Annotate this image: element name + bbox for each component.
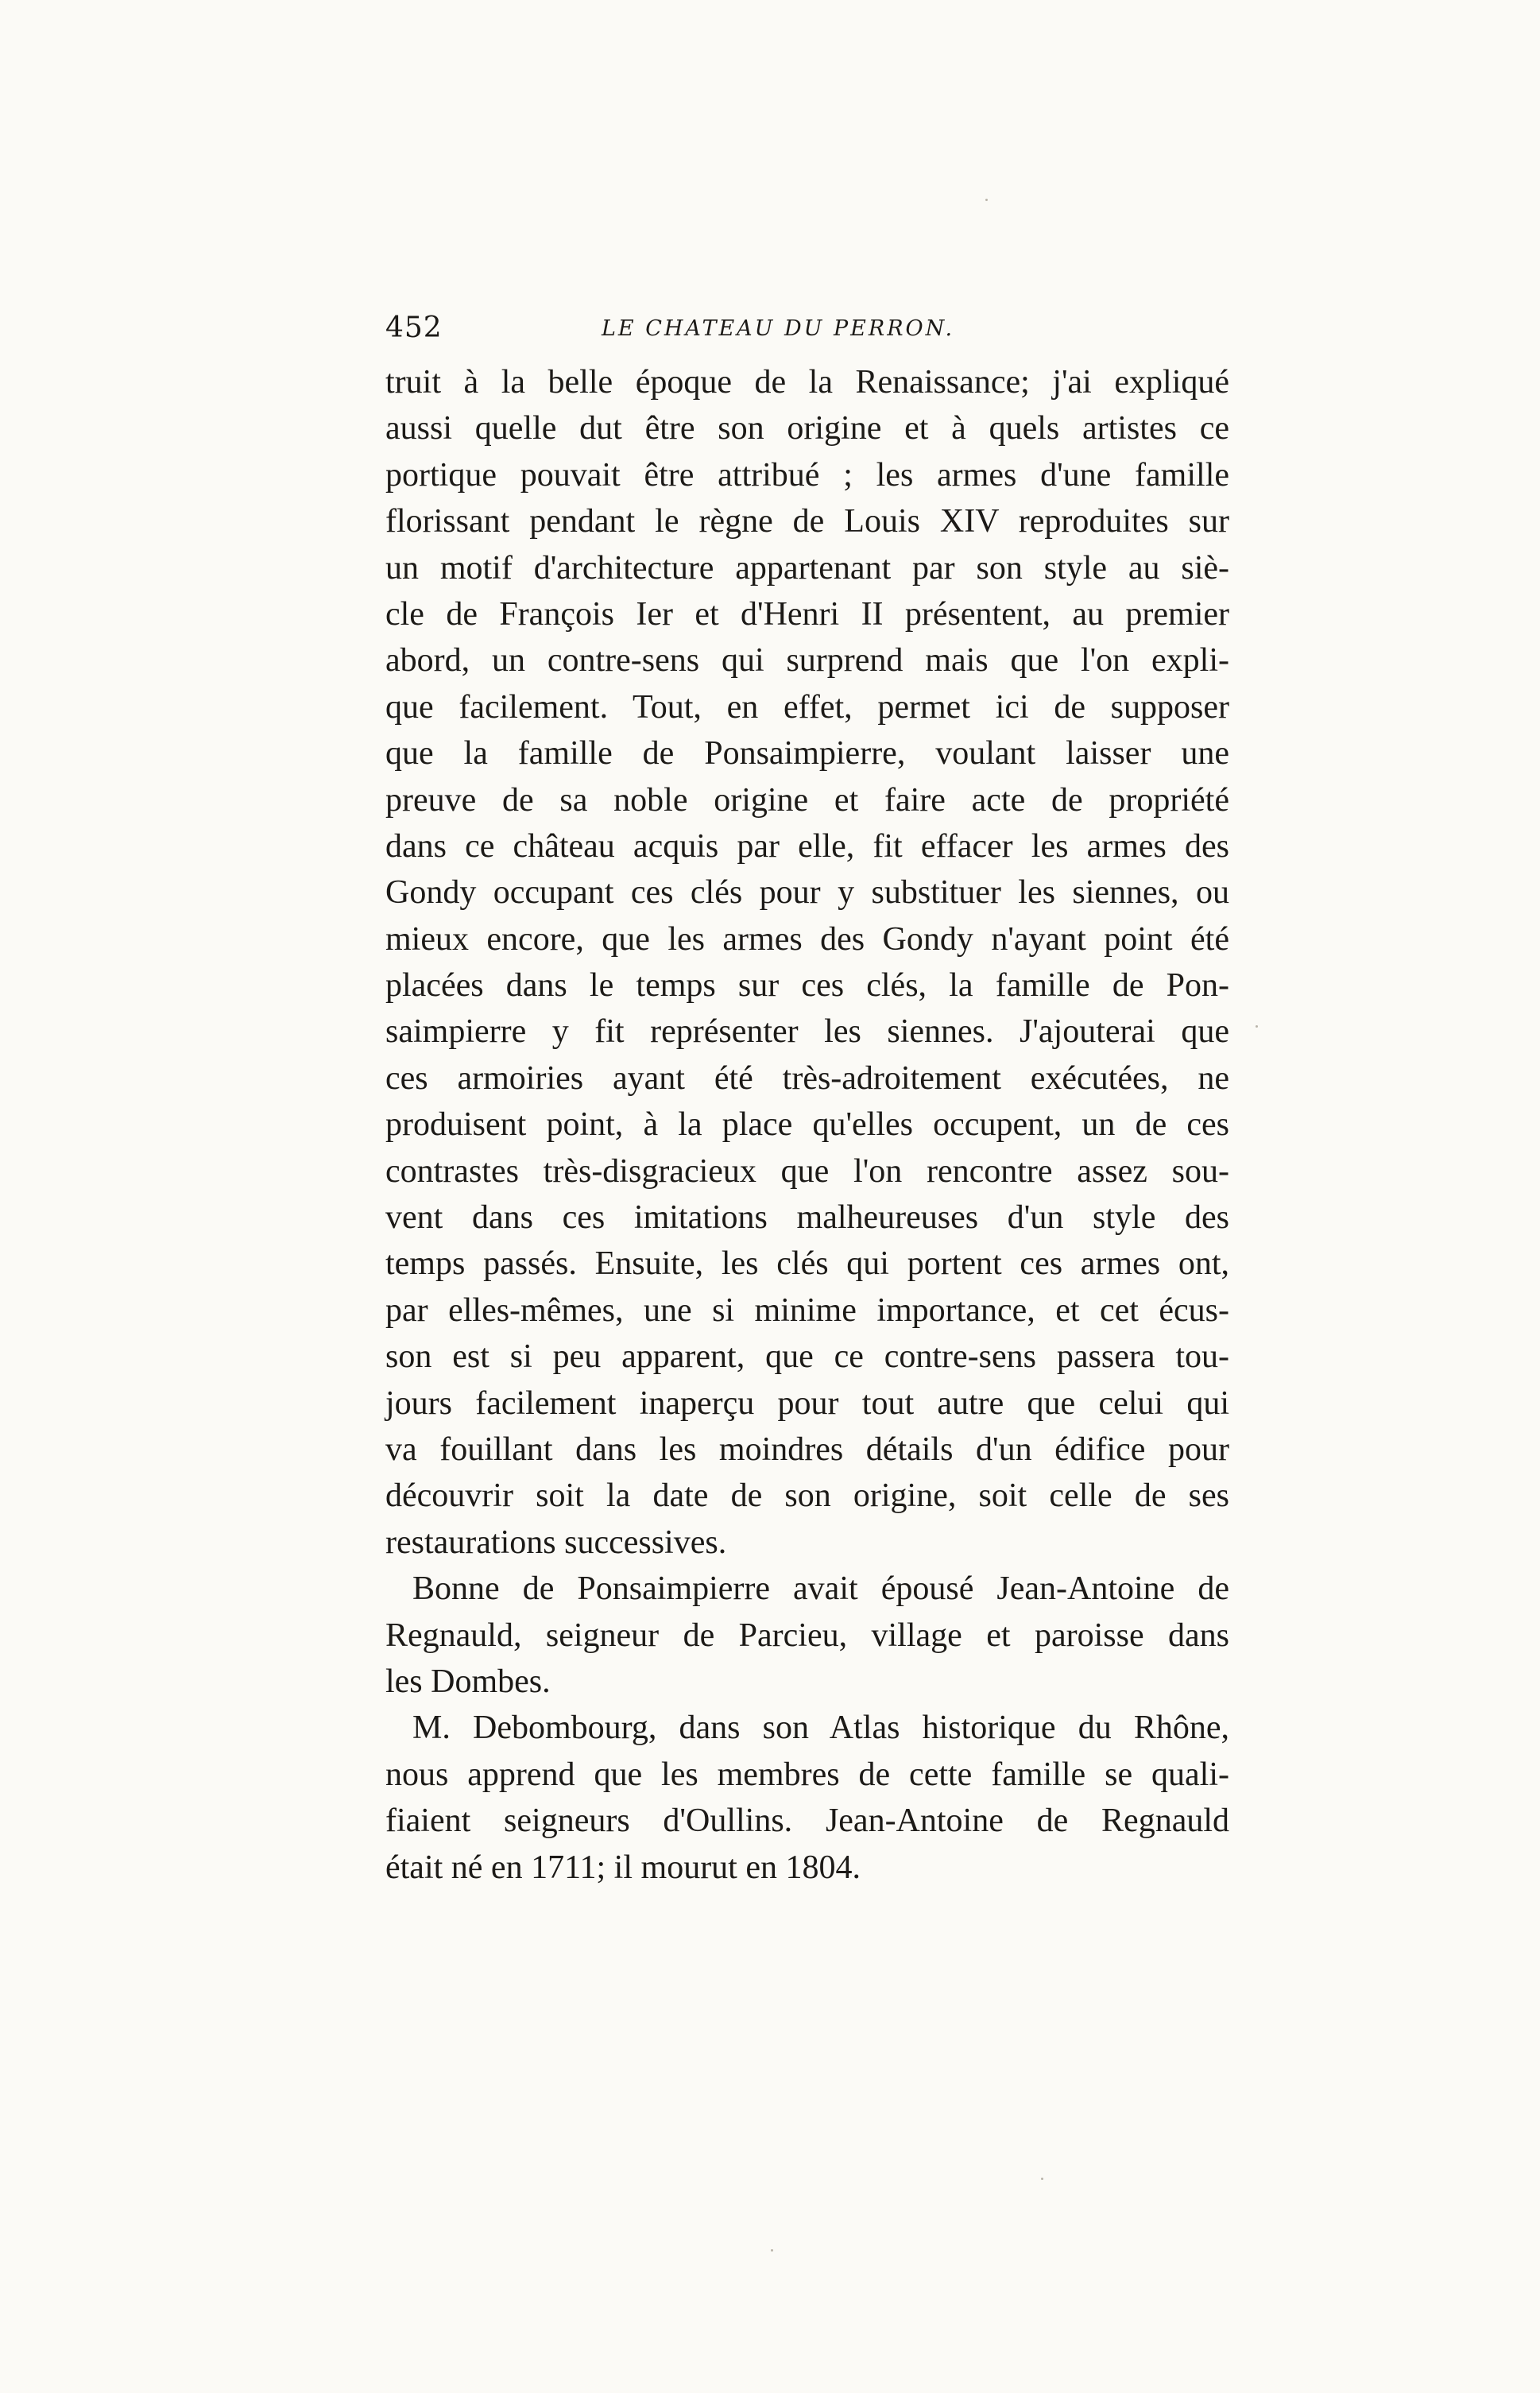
text-line: son est si peu apparent, que ce contre-sens passera tou- — [385, 1338, 1229, 1376]
running-title: LE CHATEAU DU PERRON. — [602, 316, 955, 341]
text-line: les Dombes. — [385, 1663, 551, 1700]
text-line: mieux encore, que les armes des Gondy n'ayant point été — [385, 920, 1229, 958]
paper-speck — [1041, 2178, 1043, 2180]
paper-speck — [1256, 1025, 1258, 1028]
text-line: que facilement. Tout, en effet, permet ici de supposer — [385, 688, 1229, 726]
text-line: était né en 1711; il mourut en 1804. — [385, 1849, 861, 1886]
text-line: portique pouvait être attribué ; les armes d'une famille — [385, 456, 1229, 494]
text-line: produisent point, à la place qu'elles occupent, un de ces — [385, 1106, 1229, 1144]
text-line: fiaient seigneurs d'Oullins. Jean-Antoine de Regnauld — [385, 1802, 1229, 1840]
page-number: 452 — [385, 312, 443, 344]
text-line: que la famille de Ponsaimpierre, voulant laisser une — [385, 735, 1229, 772]
text-line: dans ce château acquis par elle, fit effacer les armes des — [385, 827, 1229, 865]
text-line: nous apprend que les membres de cette famille se quali- — [385, 1756, 1229, 1793]
text-line: placées dans le temps sur ces clés, la famille de Pon- — [385, 967, 1229, 1005]
text-line: jours facilement inaperçu pour tout autre que celui qui — [385, 1384, 1229, 1422]
text-line: cle de François Ier et d'Henri II présentent, au premier — [385, 595, 1229, 633]
text-line: abord, un contre-sens qui surprend mais que l'on expli- — [385, 642, 1229, 680]
text-line: va fouillant dans les moindres détails d'un édifice pour — [385, 1431, 1229, 1468]
text-line: aussi quelle dut être son origine et à quels artistes ce — [385, 410, 1229, 447]
text-line: ces armoiries ayant été très-adroitement exécutées, ne — [385, 1059, 1229, 1097]
text-line: contrastes très-disgracieux que l'on rencontre assez sou- — [385, 1152, 1229, 1190]
text-line: découvrir soit la date de son origine, soit celle de ses — [385, 1477, 1229, 1515]
paragraph — [385, 1566, 1229, 1705]
text-line: Gondy occupant ces clés pour y substituer les siennes, ou — [385, 874, 1229, 912]
paper-speck — [771, 2249, 773, 2252]
paper-speck — [985, 199, 988, 201]
text-line: Regnauld, seigneur de Parcieu, village et paroisse dans — [385, 1617, 1229, 1654]
text-line: M. Debombourg, dans son Atlas historique du Rhône, — [412, 1710, 1229, 1747]
page-header — [385, 312, 1275, 359]
text-line: Bonne de Ponsaimpierre avait épousé Jean-Antoine de — [412, 1570, 1229, 1608]
body-text — [385, 359, 1229, 1891]
text-line: temps passés. Ensuite, les clés qui portent ces armes ont, — [385, 1245, 1229, 1283]
text-line: un motif d'architecture appartenant par son style au siè- — [385, 549, 1229, 587]
text-line: par elles-mêmes, une si minime importance, et cet écus- — [385, 1291, 1229, 1329]
text-line: vent dans ces imitations malheureuses d'un style des — [385, 1199, 1229, 1237]
text-line: preuve de sa noble origine et faire acte de propriété — [385, 781, 1229, 819]
text-line: saimpierre y fit représenter les siennes. J'ajouterai que — [385, 1013, 1229, 1051]
paragraph — [385, 359, 1229, 1566]
paragraph — [385, 1705, 1229, 1891]
text-line: florissant pendant le règne de Louis XIV reproduites sur — [385, 503, 1229, 540]
text-line: truit à la belle époque de la Renaissance; j'ai expliqué — [385, 364, 1229, 401]
text-line: restaurations successives. — [385, 1524, 727, 1561]
